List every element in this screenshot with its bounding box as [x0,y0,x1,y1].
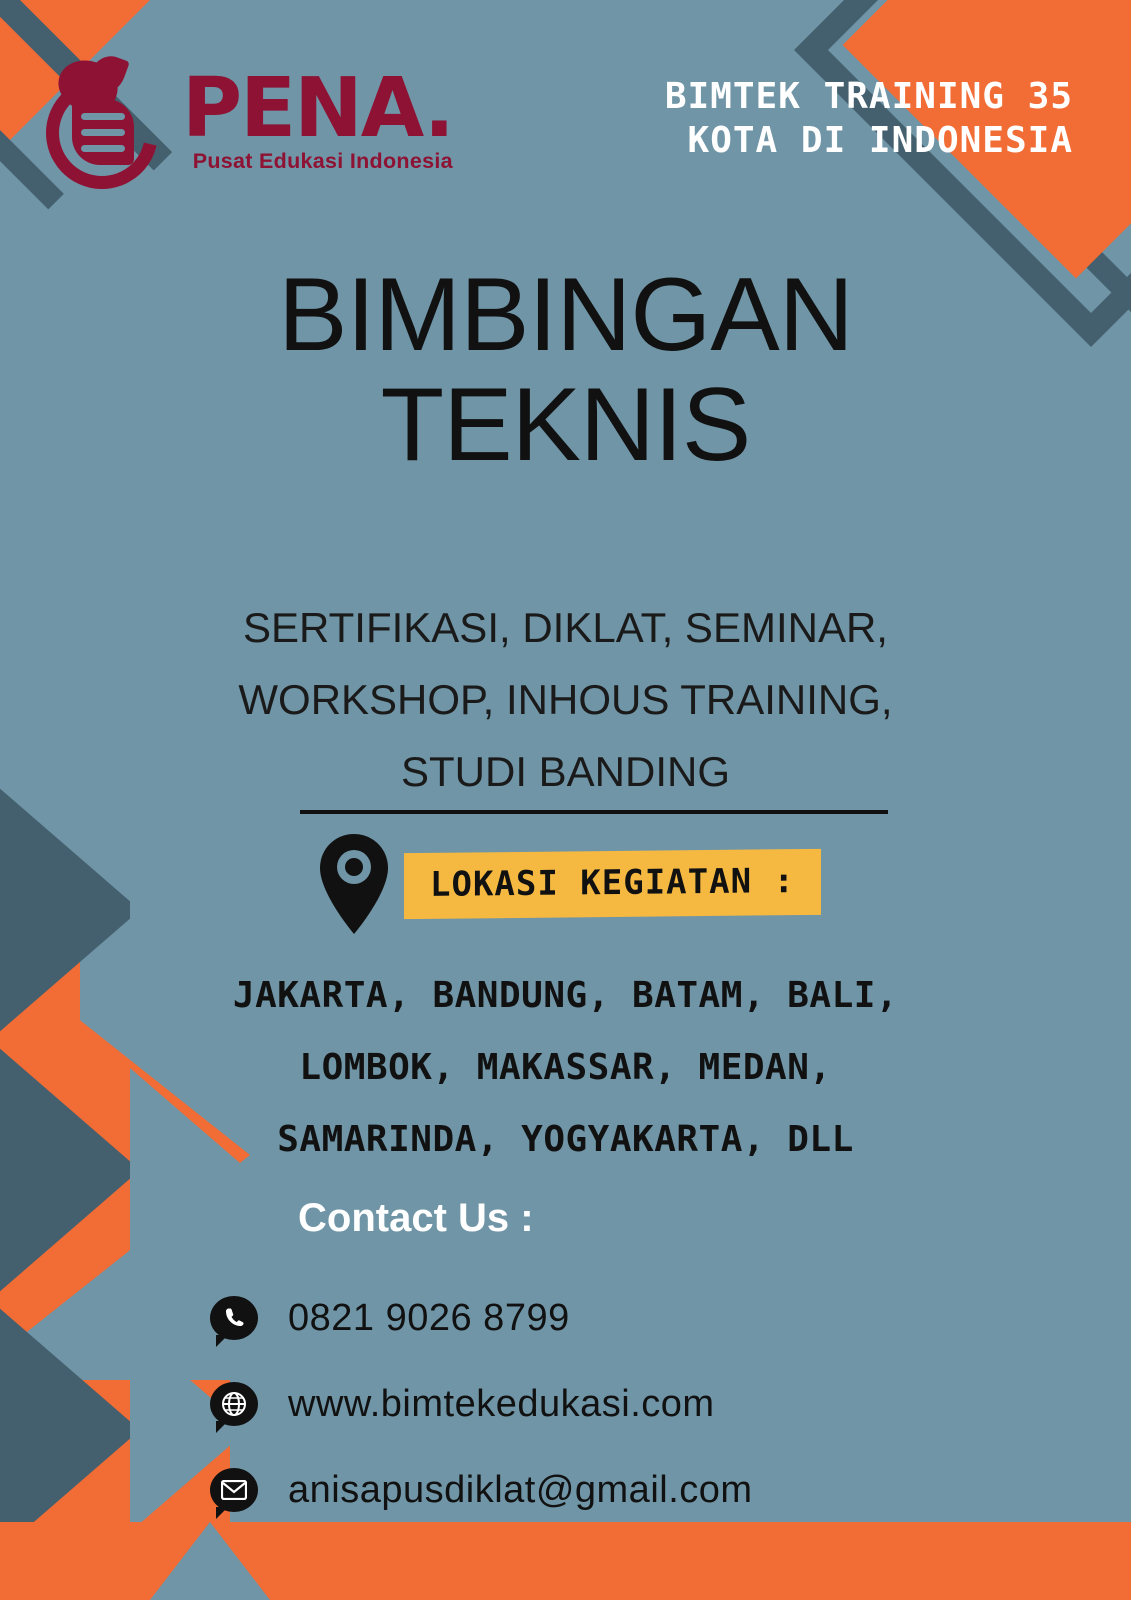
cities-line3: SAMARINDA, YOGYAKARTA, DLL [277,1119,854,1160]
contact-list [210,1275,1010,1533]
location-cities [0,960,1131,1176]
cities-line1: JAKARTA, BANDUNG, BATAM, BALI, [232,975,899,1016]
contact-website-value: www.bimtekedukasi.com [288,1382,715,1425]
cities-line2: LOMBOK, MAKASSAR, MEDAN, [299,1047,832,1088]
contact-phone-value: 0821 9026 8799 [288,1296,570,1339]
training-badge-line2: KOTA DI INDONESIA [687,119,1073,161]
contact-email-value: anisapusdiklat@gmail.com [288,1468,753,1511]
logo-tagline: Pusat Edukasi Indonesia [192,148,453,173]
contact-heading: Contact Us : [298,1196,534,1240]
contact-item-website[interactable] [210,1361,1010,1447]
logo-word-text: PENA [182,61,424,157]
page-subtitle-line1: SERTIFIKASI, DIKLAT, SEMINAR, [243,604,888,651]
decor-left-chevron-3 [0,1300,140,1560]
page-title-line2: TEKNIS [380,367,751,484]
contact-item-email[interactable] [210,1447,1010,1533]
section-divider [300,810,888,814]
page-subtitle-line3: STUDI BANDING [400,748,731,796]
contact-item-phone[interactable] [210,1275,1010,1361]
brand-header [28,55,453,190]
pena-logo-icon [28,55,178,190]
training-badge [665,75,1073,163]
phone-icon [210,1296,258,1340]
page-title-line1: BIMBINGAN [278,257,853,373]
location-header-row [318,832,821,936]
logo-wordmark [182,61,453,157]
globe-icon [210,1382,258,1426]
map-pin-icon [318,832,390,936]
training-badge-line1: BIMTEK TRAINING 35 [664,76,1073,117]
page-title [0,257,1131,484]
logo-dot: . [423,61,453,157]
location-badge: LOKASI KEGIATAN : [404,849,821,919]
email-icon [210,1468,258,1512]
decor-bottom-notch [150,1522,270,1600]
page-subtitle [0,592,1131,809]
page-subtitle-line2: WORKSHOP, INHOUS TRAINING, [238,676,893,724]
